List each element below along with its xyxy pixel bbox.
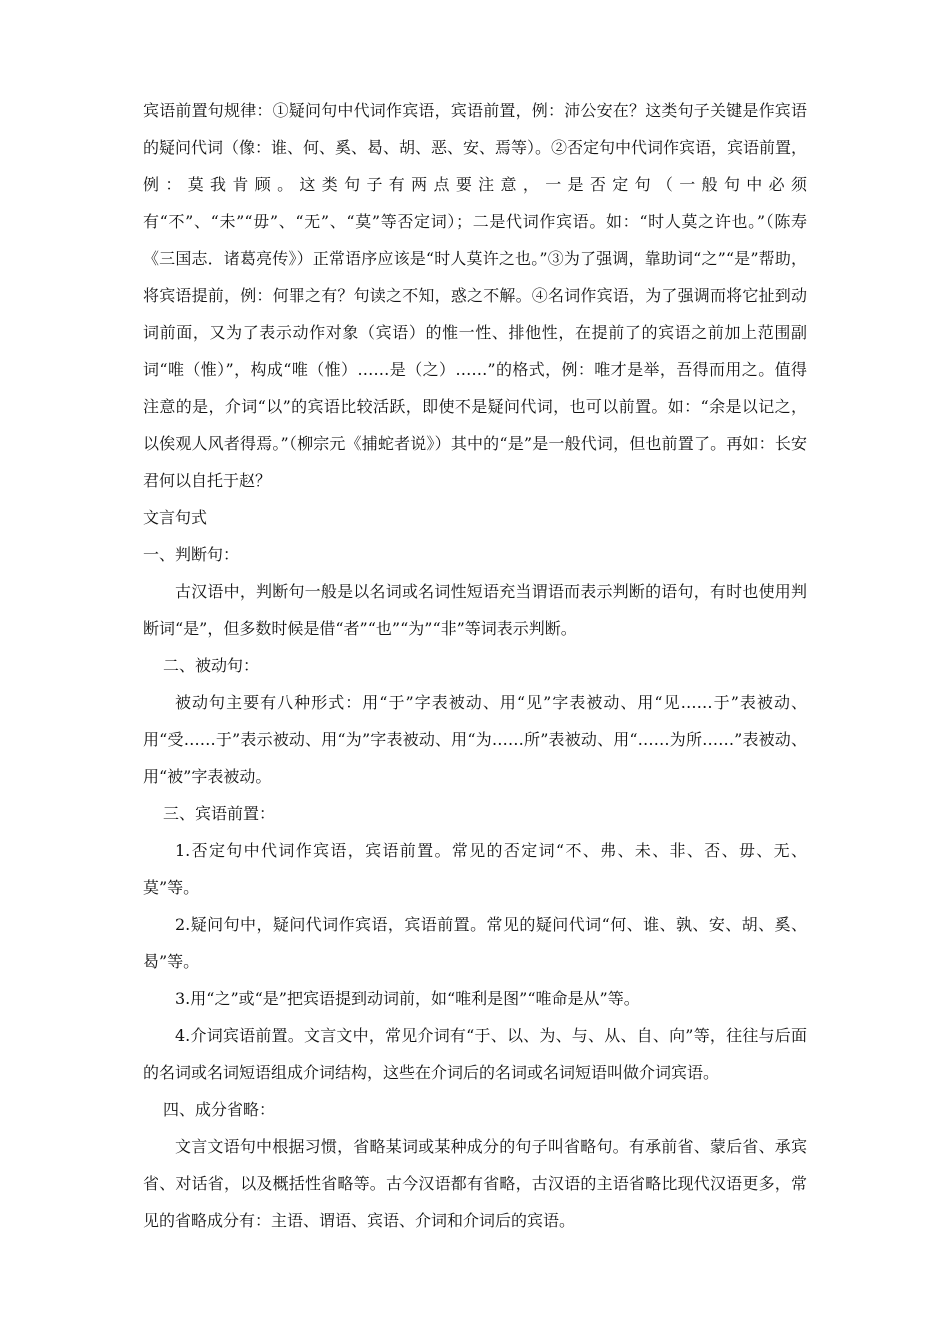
paragraph-judgment-sentence: 古汉语中，判断句一般是以名词或名词性短语充当谓语而表示判断的语句，有时也使用判断词“是”，但多数时候是借“者”“也”“为”“非”等词表示判断。 <box>143 582 807 638</box>
heading-object-preposing: 三、宾语前置： <box>163 804 276 823</box>
heading-omission: 四、成分省略： <box>163 1100 276 1119</box>
paragraph-passive-sentence: 被动句主要有八种形式：用“于”字表被动、用“见”字表被动、用“见……于”表被动、用“受……于”表示被动、用“为”字表被动、用“为……所”表被动、用“……为所……”表被动、用“被”字表被动。 <box>143 693 807 786</box>
paragraph-object-preposing-1: 1.否定句中代词作宾语，宾语前置。常见的否定词“不、弗、未、非、否、毋、无、莫”等。 <box>143 841 807 897</box>
intro-paragraph: 宾语前置句规律：①疑问句中代词作宾语，宾语前置，例：沛公安在？这类句子关键是作宾语的疑问代词（像：谁、何、奚、曷、胡、恶、安、焉等）。②否定句中代词作宾语，宾语前置，例：莫我肯顾。这类句子有两点要注意，一是否定句（一般句中必须有“不”、“未”“毋”、“无”、“莫”等否定词）；二是代词作宾语。如：“时人莫之许也。”（陈寿《三国志．诸葛亮传》）正常语序应该是“时人莫许之也。”③为了强调，靠助词“之”“是”帮助，将宾语提前，例：何罪之有？句读之不知，惑之不解。④名词作宾语，为了强调而将它扯到动词前面，又为了表示动作对象（宾语）的惟一性、排他性，在提前了的宾语之前加上范围副词“唯（惟）”，构成“唯（惟）……是（之）……”的格式，例：唯才是举，吾得而用之。值得注意的是，介词“以”的宾语比较活跃，即使不是疑问代词，也可以前置。如：“余是以记之，以俟观人风者得焉。”（柳宗元《捕蛇者说》）其中的“是”是一般代词，但也前置了。再如：长安君何以自托于赵？ <box>143 101 808 490</box>
paragraph-object-preposing-3: 3.用“之”或“是”把宾语提到动词前，如“唯利是图”“唯命是从”等。 <box>175 989 640 1008</box>
section-title: 文言句式 <box>143 508 208 527</box>
document-page <box>143 92 807 1239</box>
heading-passive-sentence: 二、被动句： <box>163 656 260 675</box>
paragraph-omission: 文言文语句中根据习惯，省略某词或某种成分的句子叫省略句。有承前省、蒙后省、承宾省、对话省，以及概括性省略等。古今汉语都有省略，古汉语的主语省略比现代汉语更多，常见的省略成分有：主语、谓语、宾语、介词和介词后的宾语。 <box>143 1137 807 1230</box>
paragraph-object-preposing-2: 2.疑问句中，疑问代词作宾语，宾语前置。常见的疑问代词“何、谁、孰、安、胡、奚、曷”等。 <box>143 915 807 971</box>
heading-judgment-sentence: 一、判断句： <box>143 545 240 564</box>
paragraph-object-preposing-4: 4.介词宾语前置。文言文中，常见介词有“于、以、为、与、从、自、向”等，往往与后面的名词或名词短语组成介词结构，这些在介词后的名词或名词短语叫做介词宾语。 <box>143 1026 807 1082</box>
